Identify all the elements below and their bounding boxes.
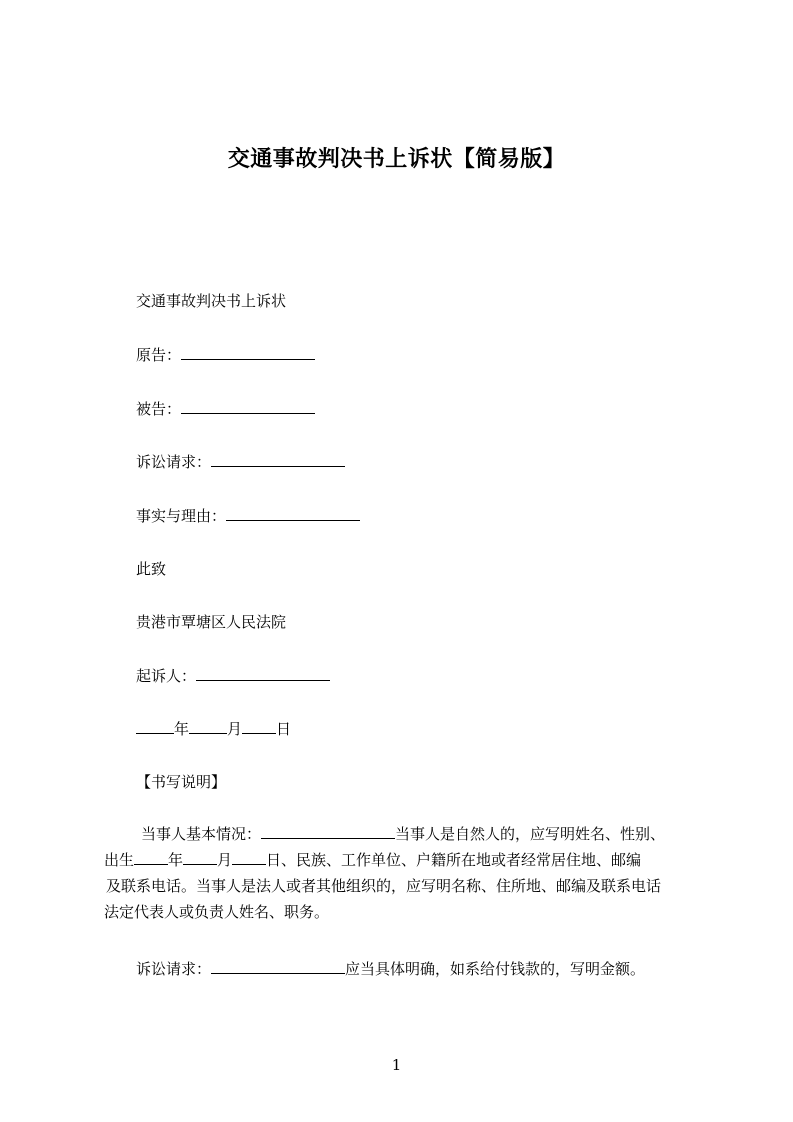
instructions-heading: 【书写说明】 bbox=[136, 773, 227, 791]
defendant-blank bbox=[181, 399, 315, 414]
defendant-label: 被告： bbox=[136, 400, 182, 418]
month-label: 月 bbox=[227, 720, 243, 738]
year-label: 年 bbox=[174, 720, 190, 738]
day-label: 日 bbox=[276, 720, 292, 738]
party-info-line4: 法定代表人或负责人姓名、职务。 bbox=[104, 903, 330, 921]
claim-note-label: 诉讼请求： bbox=[136, 960, 212, 978]
month-blank bbox=[189, 719, 227, 734]
defendant-line bbox=[136, 399, 315, 419]
claim-note-line bbox=[136, 959, 645, 979]
party-info-row-1 bbox=[104, 821, 704, 847]
birth-day-blank bbox=[232, 850, 266, 865]
facts-label: 事实与理由： bbox=[136, 507, 227, 525]
birth-year-blank bbox=[134, 850, 168, 865]
claim-note-text: 应当具体明确，如系给付钱款的，写明金额。 bbox=[345, 960, 646, 978]
party-info-paragraph bbox=[104, 821, 704, 925]
claim-line bbox=[136, 452, 345, 472]
court-line bbox=[136, 612, 286, 632]
court-name: 贵港市覃塘区人民法院 bbox=[136, 613, 287, 631]
birth-year-label: 年 bbox=[168, 851, 184, 869]
year-blank bbox=[136, 719, 174, 734]
claim-note-blank bbox=[211, 959, 345, 974]
instructions-heading-line bbox=[136, 772, 226, 792]
birth-month-label: 月 bbox=[217, 851, 233, 869]
plaintiff-label: 原告： bbox=[136, 346, 182, 364]
page-number: 1 bbox=[391, 1056, 402, 1074]
heading-line bbox=[136, 291, 286, 311]
salutation-text: 此致 bbox=[136, 560, 167, 578]
party-info-row-3 bbox=[104, 873, 704, 899]
claim-blank bbox=[211, 452, 345, 467]
date-line bbox=[136, 719, 291, 739]
party-info-line3: 及联系电话。当事人是法人或者其他组织的，应写明名称、住所地、邮编及联系电话 bbox=[106, 877, 662, 895]
birth-month-blank bbox=[183, 850, 217, 865]
party-info-blank bbox=[261, 824, 395, 839]
facts-blank bbox=[226, 506, 360, 521]
filer-blank bbox=[196, 666, 330, 681]
party-info-row-4 bbox=[104, 899, 704, 925]
facts-line bbox=[136, 506, 360, 526]
document-title: 交通事故判决书上诉状【简易版】 bbox=[227, 147, 566, 172]
party-info-line1: 当事人是自然人的，应写明姓名、性别、 bbox=[395, 825, 666, 843]
filer-line bbox=[136, 666, 330, 686]
party-info-row-2 bbox=[104, 847, 704, 873]
birth-label: 出生 bbox=[104, 851, 135, 869]
filer-label: 起诉人： bbox=[136, 667, 197, 685]
plaintiff-line bbox=[136, 345, 315, 365]
party-info-label: 当事人基本情况： bbox=[141, 825, 262, 843]
heading-text: 交通事故判决书上诉状 bbox=[136, 292, 287, 310]
party-info-line2-tail: 日、民族、工作单位、户籍所在地或者经常居住地、邮编 bbox=[266, 851, 642, 869]
plaintiff-blank bbox=[181, 345, 315, 360]
claim-label: 诉讼请求： bbox=[136, 453, 212, 471]
day-blank bbox=[242, 719, 276, 734]
salutation-line bbox=[136, 559, 166, 579]
